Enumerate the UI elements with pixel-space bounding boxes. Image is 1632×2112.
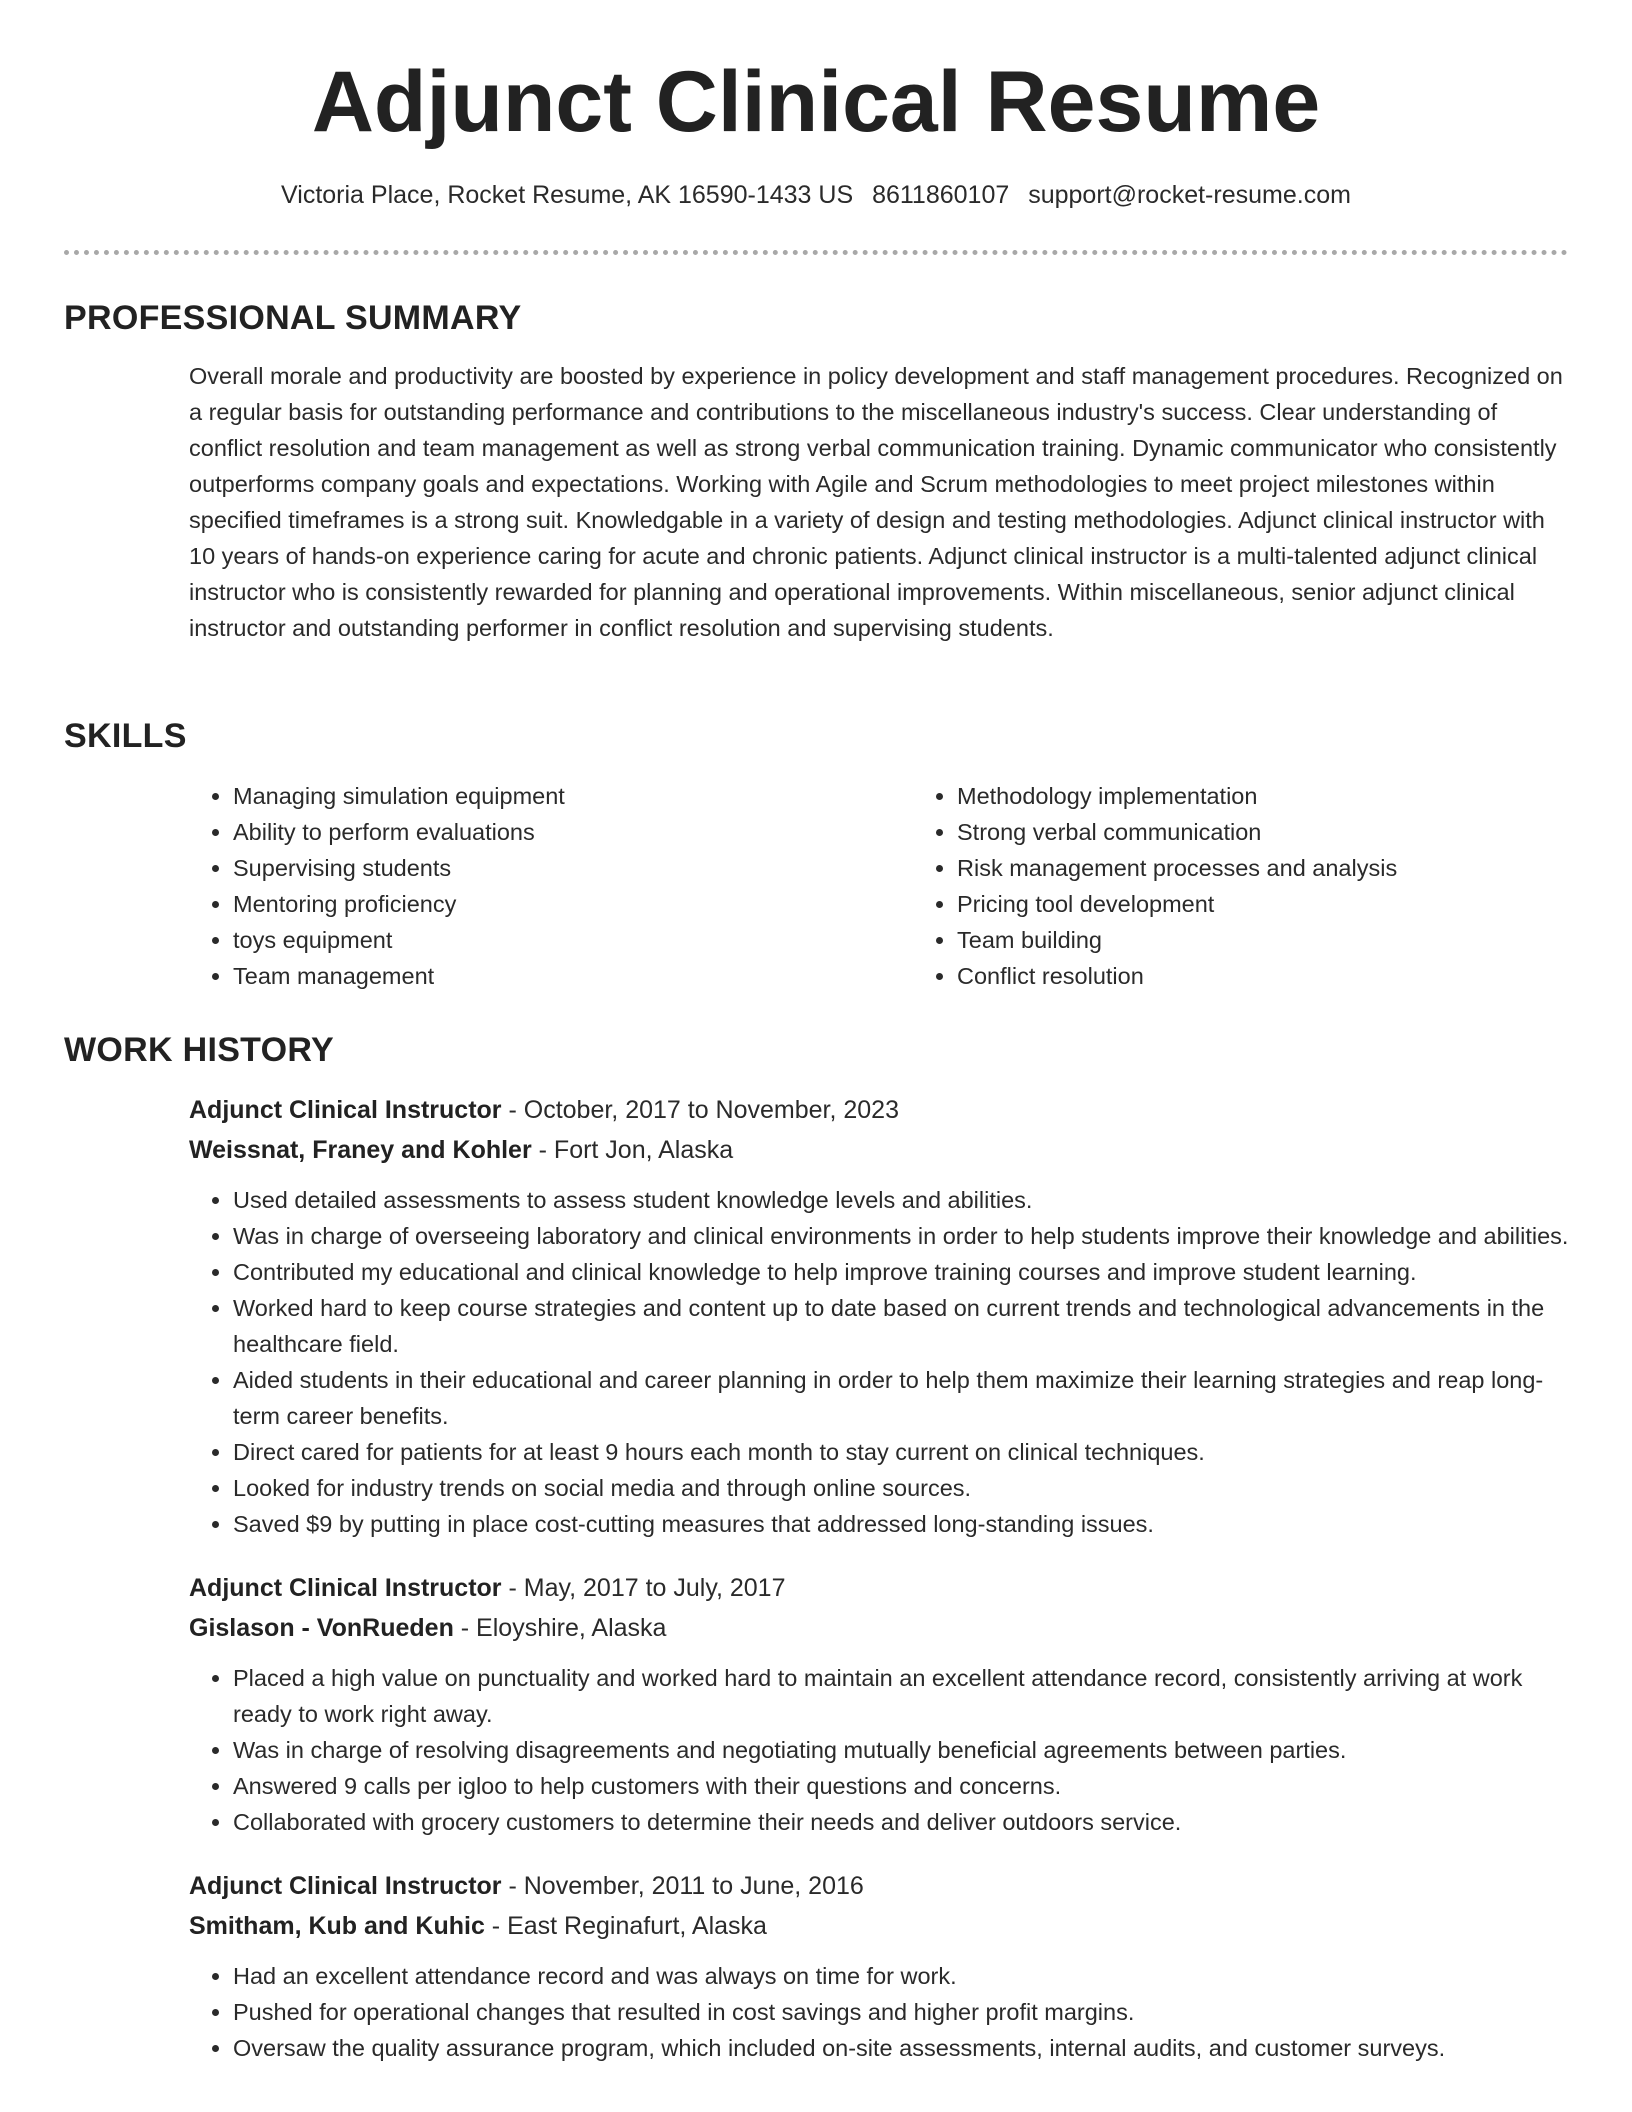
summary-section [64,298,1568,646]
job-location: - Eloyshire, Alaska [453,1614,667,1642]
skill-item: • Managing simulation equipment [233,778,913,814]
job-bullets [189,1958,1569,2066]
job-company-line [189,1906,1569,1946]
skill-item: • Mentoring proficiency [233,886,913,922]
skill-item: • Supervising students [233,850,913,886]
job-bullet: • Contributed my educational and clinical knowledge to help improve training courses and improve student learning. [233,1254,1569,1290]
section-title-skills: SKILLS [64,717,187,755]
skill-item: • Methodology implementation [957,778,1632,814]
resume-header [0,0,1632,212]
skill-item: • toys equipment [233,922,913,958]
job-title: Adjunct Clinical Instructor [189,1872,502,1900]
skill-item: • Pricing tool development [957,886,1632,922]
job-company-line [189,1130,1569,1170]
skill-item: • Risk management processes and analysis [957,850,1632,886]
job-title-line [189,1090,1569,1130]
skill-item: • Ability to perform evaluations [233,814,913,850]
resume-title: Adjunct Clinical Resume [311,54,1321,150]
job-bullet: • Collaborated with grocery customers to determine their needs and deliver outdoors service. [233,1804,1569,1840]
work-history-body [189,1090,1569,2066]
job-bullets [189,1182,1569,1542]
job-bullet: • Looked for industry trends on social media and through online sources. [233,1470,1569,1506]
skill-item: • Team building [957,922,1632,958]
job-company-line [189,1608,1569,1648]
job-bullet: • Placed a high value on punctuality and worked hard to maintain an excellent attendance record, consistently arriving at work ready to work right away. [233,1660,1569,1732]
job-entry [189,1090,1569,1542]
job-title-line [189,1866,1569,1906]
skill-item: • Strong verbal communication [957,814,1632,850]
section-title-summary: PROFESSIONAL SUMMARY [64,299,522,337]
job-company: Gislason - VonRueden [189,1614,454,1642]
skill-item: • Conflict resolution [957,958,1632,994]
job-bullet: • Worked hard to keep course strategies and content up to date based on current trends and technological advancements in the healthcare field. [233,1290,1569,1362]
skills-column-left [189,778,913,994]
job-bullets [189,1660,1569,1840]
job-bullet: • Was in charge of overseeing laboratory and clinical environments in order to help students improve their knowledge and abilities. [233,1218,1569,1254]
section-title-work-history: WORK HISTORY [64,1031,334,1069]
job-location: - East Reginafurt, Alaska [484,1912,767,1940]
job-dates: - November, 2011 to June, 2016 [501,1872,864,1900]
contact-address: Victoria Place, Rocket Resume, AK 16590-1433 US [281,181,854,209]
skills-column-right [913,778,1632,994]
contact-email: support@rocket-resume.com [1028,181,1351,209]
header-divider [64,250,1568,255]
job-bullet: • Saved $9 by putting in place cost-cutting measures that addressed long-standing issues. [233,1506,1569,1542]
job-location: - Fort Jon, Alaska [531,1136,734,1164]
skill-item: • Team management [233,958,913,994]
job-company: Weissnat, Franey and Kohler [189,1136,532,1164]
summary-body [189,358,1569,646]
job-bullet: • Direct cared for patients for at least 9 hours each month to stay current on clinical techniques. [233,1434,1569,1470]
job-bullet: • Pushed for operational changes that resulted in cost savings and higher profit margins. [233,1994,1569,2030]
job-bullet: • Oversaw the quality assurance program, which included on-site assessments, internal audits, and customer surveys. [233,2030,1569,2066]
job-title-line [189,1568,1569,1608]
work-history-section [64,1030,1568,2092]
job-bullet: • Had an excellent attendance record and was always on time for work. [233,1958,1569,1994]
job-dates: - October, 2017 to November, 2023 [501,1096,899,1124]
job-company: Smitham, Kub and Kuhic [189,1912,485,1940]
job-bullet: • Answered 9 calls per igloo to help customers with their questions and concerns. [233,1768,1569,1804]
job-bullet: • Was in charge of resolving disagreements and negotiating mutually beneficial agreements between parties. [233,1732,1569,1768]
job-entry [189,1866,1569,2066]
summary-text: Overall morale and productivity are boosted by experience in policy development and staff management procedures. Recognized on a regular basis for outstanding performance and contributions to the miscellaneous industry's success. Clear understanding of conflict resolution and team management as well as strong verbal communication training. Dynamic communicator who consistently outperforms company goals and expectations. Working with Agile and Scrum methodologies to meet project milestones within specified timeframes is a strong suit. Knowledgable in a variety of design and testing methodologies. Adjunct clinical instructor with 10 years of hands-on experience caring for acute and chronic patients. Adjunct clinical instructor is a multi-talented adjunct clinical instructor who is consistently rewarded for planning and operational improvements. Within miscellaneous, senior adjunct clinical instructor and outstanding performer in conflict resolution and supervising students. [189,363,1563,641]
job-title: Adjunct Clinical Instructor [189,1096,502,1124]
job-bullet: • Aided students in their educational and career planning in order to help them maximize their learning strategies and reap long-term career benefits. [233,1362,1569,1434]
job-dates: - May, 2017 to July, 2017 [501,1574,786,1602]
skills-section [64,716,1568,994]
job-title: Adjunct Clinical Instructor [189,1574,502,1602]
job-entry [189,1568,1569,1840]
contact-phone: 8611860107 [872,181,1010,209]
skills-body [189,778,1569,994]
contact-line [0,178,1632,212]
job-bullet: • Used detailed assessments to assess student knowledge levels and abilities. [233,1182,1569,1218]
skills-columns [189,778,1569,994]
